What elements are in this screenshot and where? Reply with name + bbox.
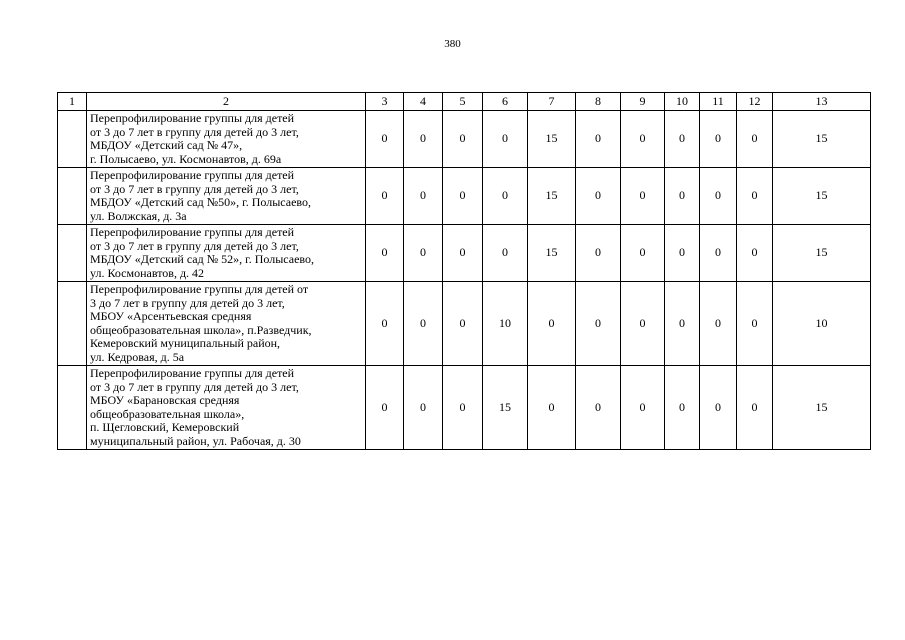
value-cell: 0 [737, 366, 773, 450]
table-row [58, 225, 871, 282]
value-cell: 0 [404, 111, 443, 168]
header-cell: 7 [528, 93, 576, 111]
value-cell: 0 [737, 111, 773, 168]
value-cell: 15 [773, 111, 871, 168]
header-cell: 12 [737, 93, 773, 111]
value-cell: 0 [665, 282, 700, 366]
value-cell: 0 [366, 168, 404, 225]
value-cell: 0 [665, 366, 700, 450]
value-cell: 15 [773, 225, 871, 282]
value-cell: 0 [700, 111, 737, 168]
value-cell: 0 [528, 282, 576, 366]
value-cell: 0 [576, 225, 621, 282]
header-cell: 3 [366, 93, 404, 111]
value-cell: 0 [443, 168, 483, 225]
value-cell: 10 [773, 282, 871, 366]
value-cell: 0 [737, 282, 773, 366]
value-cell: 0 [443, 225, 483, 282]
value-cell: 0 [700, 225, 737, 282]
value-cell: 0 [737, 225, 773, 282]
value-cell: 0 [404, 366, 443, 450]
value-cell: 0 [576, 282, 621, 366]
value-cell: 10 [483, 282, 528, 366]
value-cell: 0 [443, 366, 483, 450]
header-cell: 8 [576, 93, 621, 111]
value-cell: 0 [700, 366, 737, 450]
value-cell: 0 [737, 168, 773, 225]
description-cell: Перепрофилирование группы для детей от 3 до 7 лет в группу для детей до 3 лет, МБОУ «Барановская средняя общеобразовательная школа», п. Щегловский, Кемеровский муниципальный район, ул. Рабочая, д. 30 [87, 366, 366, 450]
value-cell: 0 [576, 111, 621, 168]
header-cell: 2 [87, 93, 366, 111]
value-cell: 0 [621, 282, 665, 366]
row-number-cell [58, 168, 87, 225]
value-cell: 15 [483, 366, 528, 450]
table-row [58, 366, 871, 450]
row-number-cell [58, 111, 87, 168]
value-cell: 0 [528, 366, 576, 450]
value-cell: 0 [621, 111, 665, 168]
value-cell: 0 [366, 282, 404, 366]
header-cell: 9 [621, 93, 665, 111]
header-cell: 1 [58, 93, 87, 111]
value-cell: 15 [528, 168, 576, 225]
value-cell: 0 [404, 168, 443, 225]
value-cell: 0 [443, 282, 483, 366]
header-cell: 6 [483, 93, 528, 111]
table-row [58, 282, 871, 366]
value-cell: 0 [621, 366, 665, 450]
value-cell: 0 [366, 111, 404, 168]
value-cell: 0 [700, 282, 737, 366]
value-cell: 0 [366, 225, 404, 282]
value-cell: 15 [528, 225, 576, 282]
value-cell: 0 [443, 111, 483, 168]
value-cell: 0 [621, 168, 665, 225]
value-cell: 0 [665, 111, 700, 168]
value-cell: 0 [366, 366, 404, 450]
value-cell: 0 [483, 111, 528, 168]
row-number-cell [58, 366, 87, 450]
value-cell: 0 [483, 225, 528, 282]
page-number: 380 [444, 38, 461, 50]
table-row [58, 111, 871, 168]
header-cell: 13 [773, 93, 871, 111]
header-cell: 11 [700, 93, 737, 111]
value-cell: 0 [404, 225, 443, 282]
value-cell: 15 [528, 111, 576, 168]
value-cell: 0 [576, 366, 621, 450]
row-number-cell [58, 225, 87, 282]
description-cell: Перепрофилирование группы для детей от 3 до 7 лет в группу для детей до 3 лет, МБДОУ «Детский сад № 52», г. Полысаево, ул. Космонавтов, д. 42 [87, 225, 366, 282]
value-cell: 0 [404, 282, 443, 366]
header-cell: 4 [404, 93, 443, 111]
value-cell: 0 [621, 225, 665, 282]
header-row [58, 93, 871, 111]
data-table [57, 92, 871, 450]
description-cell: Перепрофилирование группы для детей от 3 до 7 лет в группу для детей до 3 лет, МБОУ «Арсентьевская средняя общеобразовательная школа», п.Разведчик, Кемеровский муниципальный район, ул. Кедровая, д. 5а [87, 282, 366, 366]
value-cell: 0 [576, 168, 621, 225]
value-cell: 0 [665, 225, 700, 282]
description-cell: Перепрофилирование группы для детей от 3 до 7 лет в группу для детей до 3 лет, МБДОУ «Детский сад № 47», г. Полысаево, ул. Космонавтов, д. 69а [87, 111, 366, 168]
table-row [58, 168, 871, 225]
value-cell: 0 [665, 168, 700, 225]
header-cell: 10 [665, 93, 700, 111]
row-number-cell [58, 282, 87, 366]
value-cell: 15 [773, 366, 871, 450]
value-cell: 15 [773, 168, 871, 225]
description-cell: Перепрофилирование группы для детей от 3 до 7 лет в группу для детей до 3 лет, МБДОУ «Детский сад №50», г. Полысаево, ул. Волжская, д. 3а [87, 168, 366, 225]
value-cell: 0 [483, 168, 528, 225]
header-cell: 5 [443, 93, 483, 111]
value-cell: 0 [700, 168, 737, 225]
